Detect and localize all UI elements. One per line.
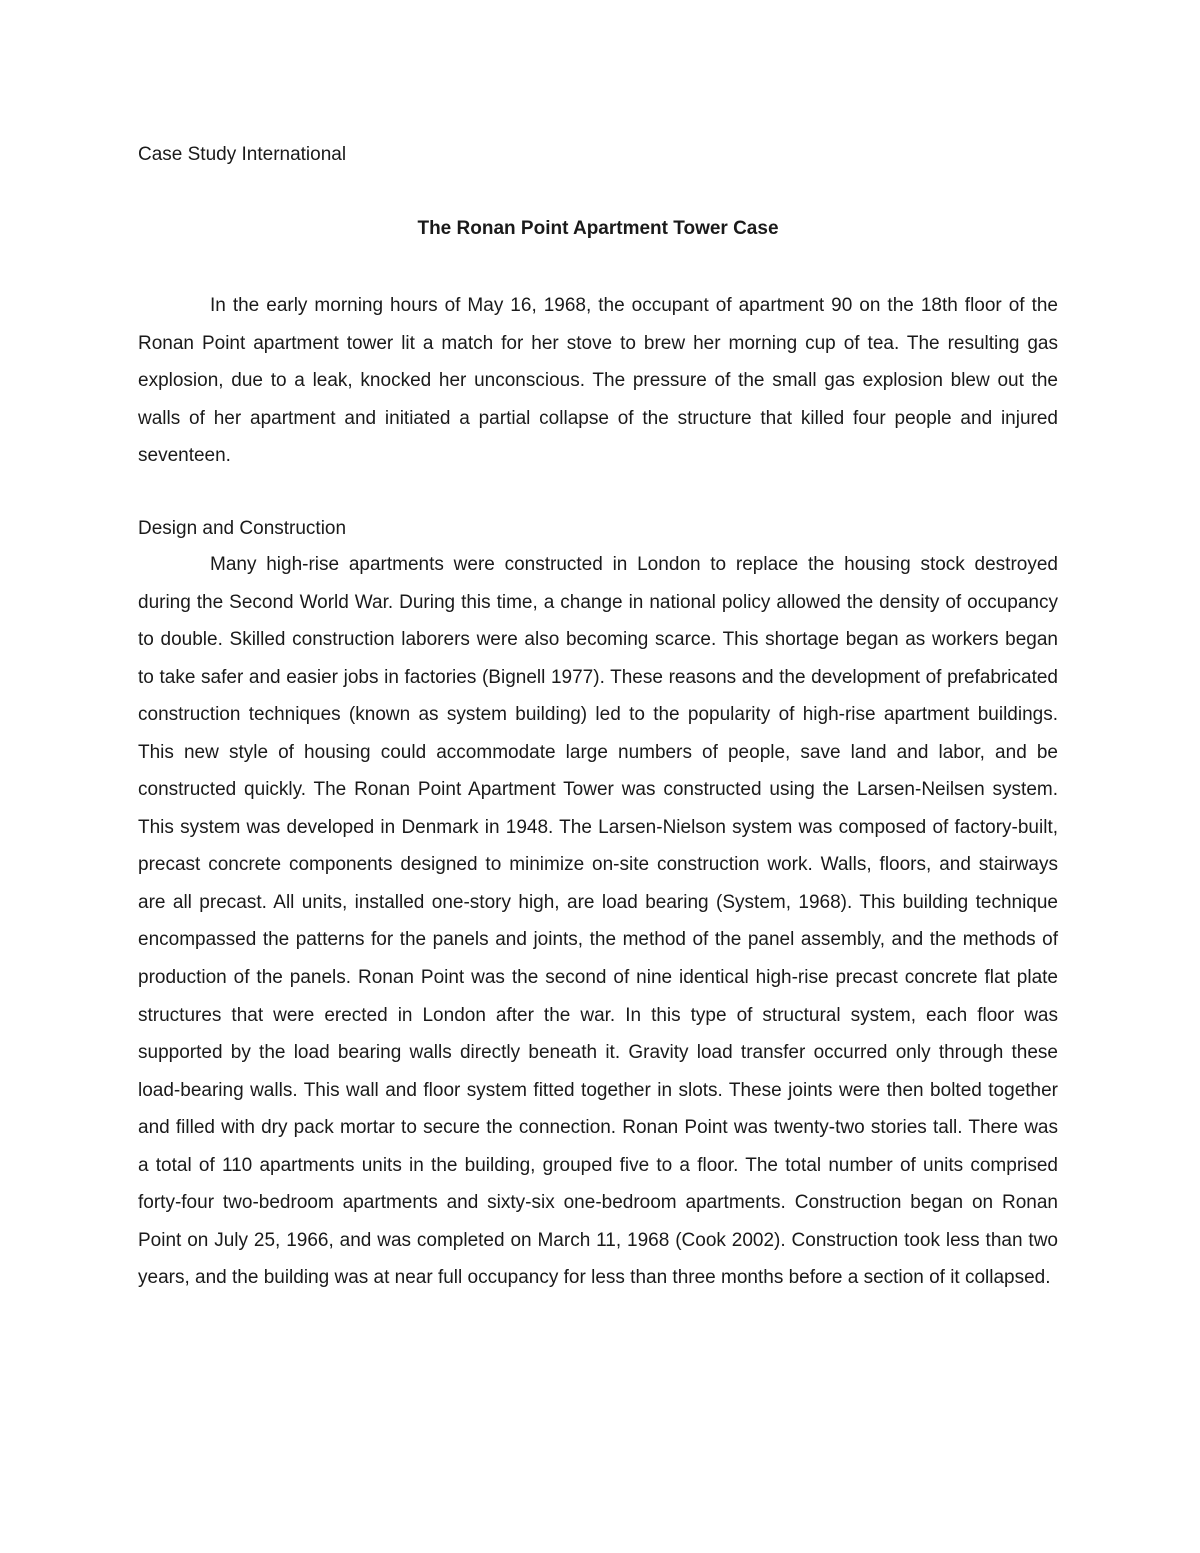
section-paragraph-design-construction: Many high-rise apartments were constructed in London to replace the housing stock destroyed during the Second World War. During this time, a change in national policy allowed the density of occupancy to double. Skilled construction laborers were also becoming scarce. This shortage began as workers began to take safer and easier jobs in factories (Bignell 1977). These reasons and the development of prefabricated construction techniques (known as system building) led to the popularity of high-rise apartment buildings. This new style of housing could accommodate large numbers of people, save land and labor, and be constructed quickly. The Ronan Point Apartment Tower was constructed using the Larsen-Neilsen system. This system was developed in Denmark in 1948. The Larsen-Nielson system was composed of factory-built, precast concrete components designed to minimize on-site construction work. Walls, floors, and stairways are all precast. All units, installed one-story high, are load bearing (System, 1968). This building technique encompassed the patterns for the panels and joints, the method of the panel assembly, and the methods of production of the panels. Ronan Point was the second of nine identical high-rise precast concrete flat plate structures that were erected in London after the war. In this type of structural system, each floor was supported by the load bearing walls directly beneath it. Gravity load transfer occurred only through these load-bearing walls. This wall and floor system fitted together in slots. These joints were then bolted together and filled with dry pack mortar to secure the connection. Ronan Point was twenty-two stories tall. There was a total of 110 apartments units in the building, grouped five to a floor. The total number of units comprised forty-four two-bedroom apartments and sixty-six one-bedroom apartments. Construction began on Ronan Point on July 25, 1966, and was completed on March 11, 1968 (Cook 2002). Construction took less than two years, and the building was at near full occupancy for less than three months before a section of it collapsed. bbox=[138, 554, 1058, 1289]
document-title: The Ronan Point Apartment Tower Case bbox=[417, 218, 779, 239]
intro-paragraph: In the early morning hours of May 16, 1968, the occupant of apartment 90 on the 18th floor of the Ronan Point apartment tower lit a match for her stove to brew her morning cup of tea. The resulting gas explosion, due to a leak, knocked her unconscious. The pressure of the small gas explosion blew out the walls of her apartment and initiated a partial collapse of the structure that killed four people and injured seventeen. bbox=[138, 295, 1058, 467]
document-header: Case Study International bbox=[138, 144, 347, 165]
section-heading-design-construction: Design and Construction bbox=[138, 518, 347, 539]
